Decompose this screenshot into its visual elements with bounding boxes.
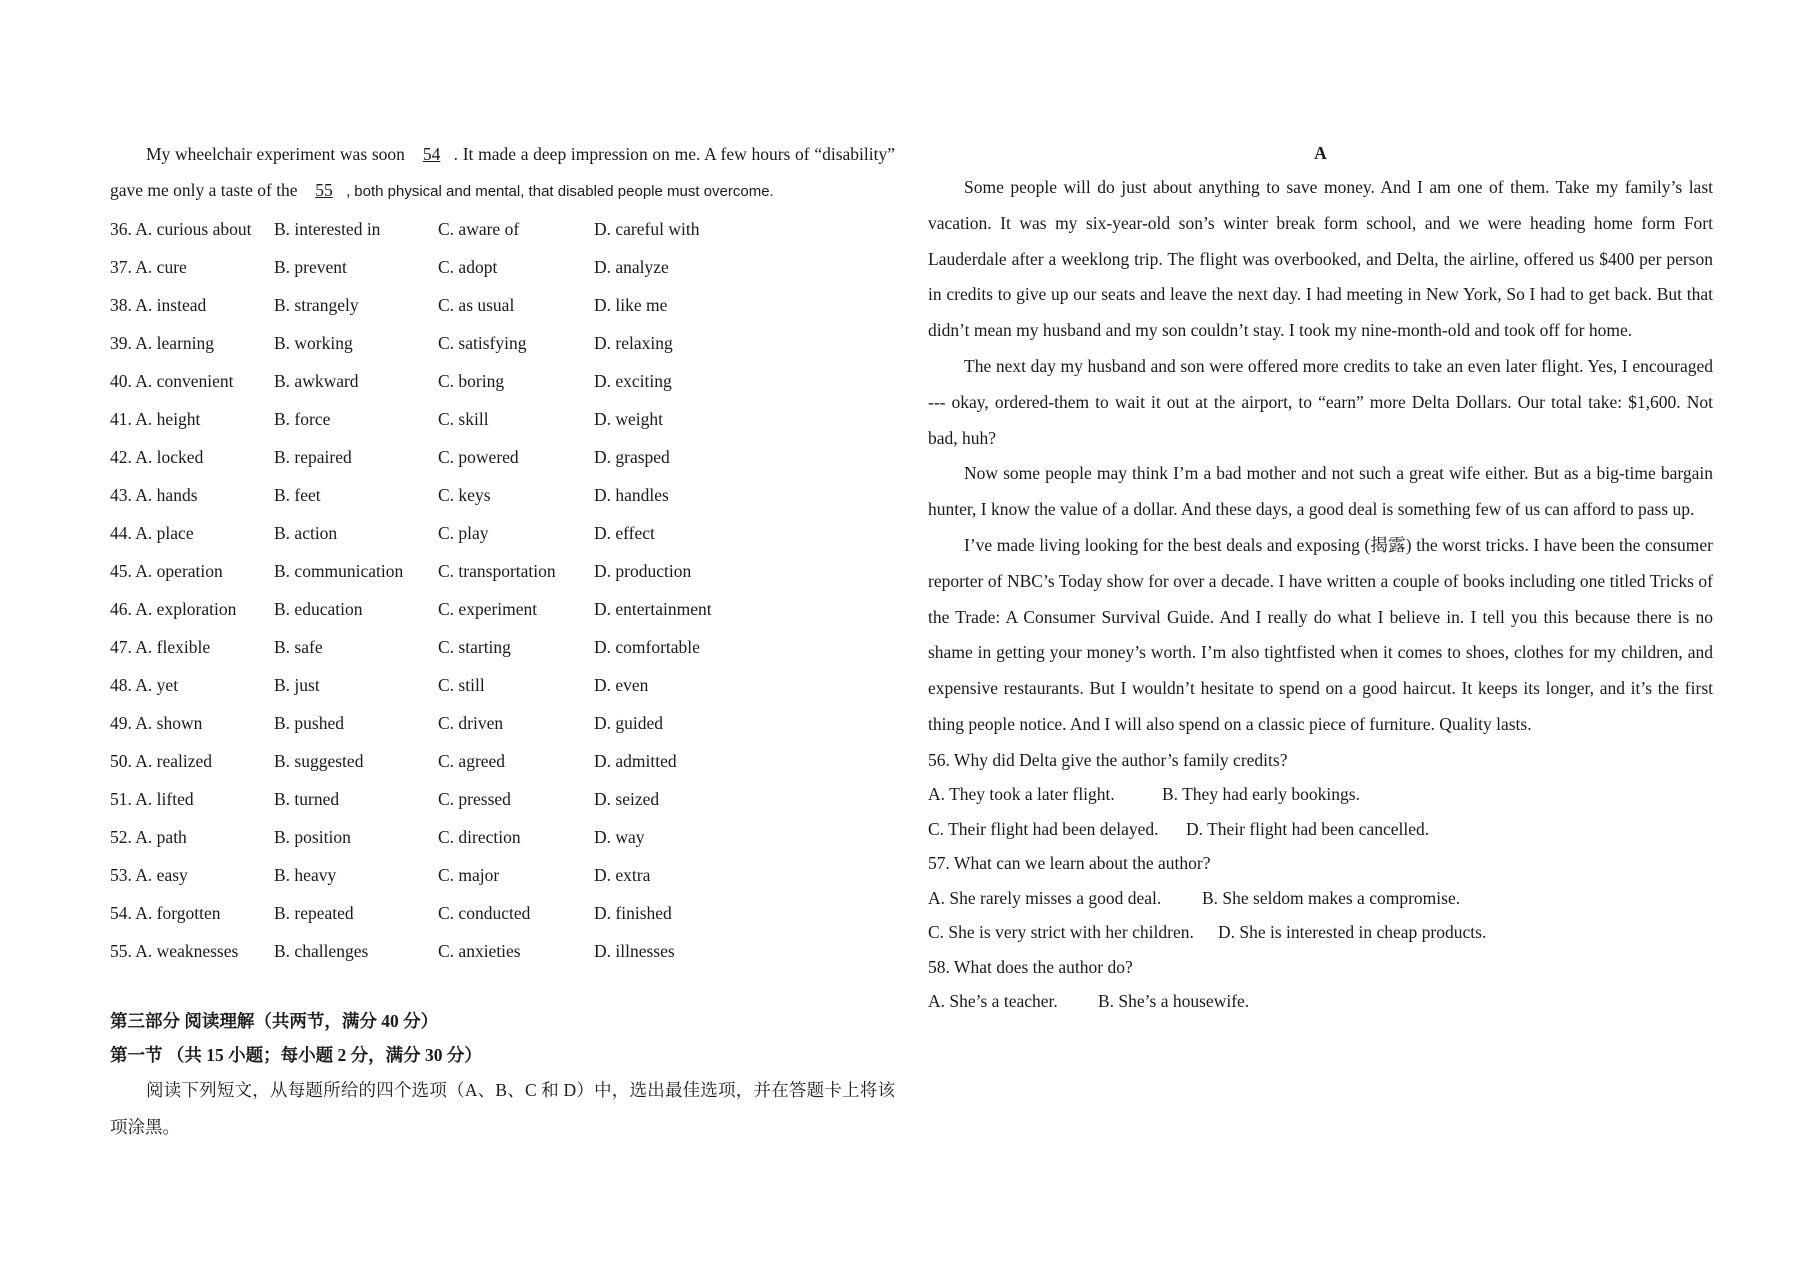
passage-paragraph: The next day my husband and son were offered more credits to take an even later flight. Yes, I encouraged --- okay, ordered-them to wait it out at the airport, to “earn” more Delta Dollars. Our total take: $1,600. Not bad, huh? bbox=[928, 355, 1713, 448]
option-c: C. agreed bbox=[438, 750, 506, 771]
option-c: C. as usual bbox=[438, 294, 515, 315]
option-56-c: C. Their flight had been delayed. bbox=[928, 818, 1159, 839]
option-58-a: A. She’s a teacher. bbox=[928, 991, 1058, 1012]
blank-54: 54 bbox=[422, 144, 441, 164]
option-b: B. awkward bbox=[274, 370, 359, 391]
instructions: 阅读下列短文，从每题所给的四个选项（A、B、C 和 D）中，选出最佳选项，并在答题卡上将该项涂黑。 bbox=[110, 1080, 895, 1137]
question-56: 56. Why did Delta give the author’s family credits? bbox=[928, 749, 1288, 770]
option-a: 42. A. locked bbox=[110, 446, 204, 467]
option-row bbox=[110, 438, 895, 476]
option-row bbox=[110, 400, 895, 438]
option-row bbox=[110, 628, 895, 666]
option-a: 44. A. place bbox=[110, 522, 194, 543]
option-b: B. interested in bbox=[274, 218, 381, 239]
option-row bbox=[110, 856, 895, 894]
option-b: B. force bbox=[274, 408, 331, 429]
option-c: C. adopt bbox=[438, 256, 498, 277]
option-c: C. experiment bbox=[438, 598, 538, 619]
option-d: D. analyze bbox=[594, 256, 669, 277]
option-c: C. major bbox=[438, 864, 500, 885]
option-56-a: A. They took a later flight. bbox=[928, 784, 1115, 805]
right-column bbox=[928, 136, 1713, 1019]
option-row bbox=[110, 514, 895, 552]
option-d: D. handles bbox=[594, 484, 669, 505]
option-d: D. finished bbox=[594, 902, 672, 923]
option-row bbox=[110, 780, 895, 818]
option-c: C. satisfying bbox=[438, 332, 527, 353]
option-a: 50. A. realized bbox=[110, 750, 213, 771]
option-b: B. heavy bbox=[274, 864, 337, 885]
option-d: D. extra bbox=[594, 864, 651, 885]
option-b: B. position bbox=[274, 826, 351, 847]
option-row bbox=[110, 324, 895, 362]
option-a: 36. A. curious about bbox=[110, 218, 252, 239]
passage-heading: A bbox=[1314, 143, 1327, 163]
option-a: 45. A. operation bbox=[110, 560, 223, 581]
option-b: B. turned bbox=[274, 788, 340, 809]
option-d: D. effect bbox=[594, 522, 655, 543]
option-a: 54. A. forgotten bbox=[110, 902, 221, 923]
question-56-options-cd bbox=[928, 812, 1713, 847]
option-row bbox=[110, 552, 895, 590]
question-57-options-cd bbox=[928, 915, 1713, 950]
option-a: 46. A. exploration bbox=[110, 598, 237, 619]
option-57-a: A. She rarely misses a good deal. bbox=[928, 887, 1162, 908]
option-row bbox=[110, 932, 895, 970]
option-c: C. conducted bbox=[438, 902, 531, 923]
option-a: 41. A. height bbox=[110, 408, 201, 429]
option-c: C. keys bbox=[438, 484, 491, 505]
option-c: C. aware of bbox=[438, 218, 520, 239]
option-c: C. pressed bbox=[438, 788, 511, 809]
option-c: C. play bbox=[438, 522, 489, 543]
option-d: D. seized bbox=[594, 788, 660, 809]
option-a: 52. A. path bbox=[110, 826, 187, 847]
question-57-options-ab bbox=[928, 881, 1713, 916]
option-d: D. even bbox=[594, 674, 649, 695]
blank-55: 55 bbox=[315, 180, 333, 200]
option-57-c: C. She is very strict with her children. bbox=[928, 922, 1194, 943]
option-b: B. feet bbox=[274, 484, 321, 505]
option-d: D. exciting bbox=[594, 370, 672, 391]
option-b: B. communication bbox=[274, 560, 404, 581]
option-c: C. driven bbox=[438, 712, 504, 733]
option-d: D. relaxing bbox=[594, 332, 673, 353]
option-a: 47. A. flexible bbox=[110, 636, 211, 657]
option-row bbox=[110, 248, 895, 286]
option-b: B. prevent bbox=[274, 256, 347, 277]
option-d: D. comfortable bbox=[594, 636, 700, 657]
question-56-options-ab bbox=[928, 777, 1713, 812]
option-row bbox=[110, 704, 895, 742]
option-c: C. transportation bbox=[438, 560, 556, 581]
option-a: 48. A. yet bbox=[110, 674, 179, 695]
option-c: C. skill bbox=[438, 408, 489, 429]
answer-options-list bbox=[110, 210, 895, 970]
option-b: B. action bbox=[274, 522, 338, 543]
option-row bbox=[110, 590, 895, 628]
passage-paragraph: Now some people may think I’m a bad mother and not such a great wife either. But as a big-time bargain hunter, I know the value of a dollar. And these days, a good deal is something few of us can afford to pass up. bbox=[928, 463, 1713, 520]
option-row bbox=[110, 666, 895, 704]
option-b: B. just bbox=[274, 674, 320, 695]
passage-text: . It made a deep impression on me. A few hours of “disability” gave me only a taste of the bbox=[110, 144, 895, 200]
option-d: D. guided bbox=[594, 712, 664, 733]
option-d: D. like me bbox=[594, 294, 668, 315]
option-row bbox=[110, 362, 895, 400]
option-57-b: B. She seldom makes a compromise. bbox=[1202, 887, 1461, 908]
option-c: C. powered bbox=[438, 446, 519, 467]
option-a: 53. A. easy bbox=[110, 864, 188, 885]
option-d: D. way bbox=[594, 826, 645, 847]
option-a: 38. A. instead bbox=[110, 294, 207, 315]
option-b: B. suggested bbox=[274, 750, 364, 771]
option-d: D. entertainment bbox=[594, 598, 712, 619]
part3-title: 第三部分 阅读理解（共两节，满分 40 分） bbox=[110, 1011, 439, 1031]
option-a: 39. A. learning bbox=[110, 332, 215, 353]
option-b: B. education bbox=[274, 598, 363, 619]
option-a: 55. A. weaknesses bbox=[110, 940, 239, 961]
option-b: B. challenges bbox=[274, 940, 369, 961]
question-57: 57. What can we learn about the author? bbox=[928, 853, 1211, 874]
option-a: 51. A. lifted bbox=[110, 788, 194, 809]
option-row bbox=[110, 818, 895, 856]
option-56-b: B. They had early bookings. bbox=[1162, 784, 1360, 805]
option-a: 37. A. cure bbox=[110, 256, 187, 277]
option-row bbox=[110, 742, 895, 780]
left-column bbox=[110, 136, 895, 1146]
passage-ending bbox=[110, 136, 895, 210]
question-58-options-ab bbox=[928, 984, 1713, 1019]
option-c: C. direction bbox=[438, 826, 521, 847]
option-b: B. safe bbox=[274, 636, 323, 657]
option-c: C. starting bbox=[438, 636, 511, 657]
section1-title: 第一节 （共 15 小题；每小题 2 分，满分 30 分） bbox=[110, 1045, 482, 1065]
question-58: 58. What does the author do? bbox=[928, 956, 1133, 977]
option-56-d: D. Their flight had been cancelled. bbox=[1186, 818, 1430, 839]
option-b: B. repaired bbox=[274, 446, 352, 467]
passage-text: My wheelchair experiment was soon bbox=[146, 144, 410, 164]
option-c: C. boring bbox=[438, 370, 505, 391]
option-d: D. production bbox=[594, 560, 692, 581]
option-row bbox=[110, 210, 895, 248]
option-a: 40. A. convenient bbox=[110, 370, 234, 391]
option-row bbox=[110, 476, 895, 514]
option-a: 49. A. shown bbox=[110, 712, 203, 733]
option-c: C. still bbox=[438, 674, 485, 695]
option-d: D. grasped bbox=[594, 446, 670, 467]
option-d: D. admitted bbox=[594, 750, 677, 771]
option-b: B. pushed bbox=[274, 712, 344, 733]
option-b: B. strangely bbox=[274, 294, 359, 315]
option-d: D. illnesses bbox=[594, 940, 675, 961]
option-row bbox=[110, 894, 895, 932]
option-a: 43. A. hands bbox=[110, 484, 198, 505]
passage-paragraph: I’ve made living looking for the best deals and exposing (揭露) the worst tricks. I have been the consumer reporter of NBC’s Today show for over a decade. I have written a couple of books including one titled Tricks of the Trade: A Consumer Survival Guide. And I really do what I believe in. I tell you this because there is no shame in getting your money’s worth. I’m also tightfisted when it comes to shoes, clothes for my children, and expensive restaurants. But I wouldn’t hesitate to spend on a good haircut. It keeps its longer, and it’s the first thing people notice. And I will also spend on a classic piece of furniture. Quality lasts. bbox=[928, 534, 1713, 734]
passage-paragraph: Some people will do just about anything to save money. And I am one of them. Take my family’s last vacation. It was my six-year-old son’s winter break form school, and we were heading home form Fort Lauderdale after a weeklong trip. The flight was overbooked, and Delta, the airline, offered us $400 per person in credits to give up our seats and leave the next day. I had meeting in New York, So I had to get back. But that didn’t mean my husband and my son couldn’t stay. I took my nine-month-old and took off for home. bbox=[928, 177, 1713, 341]
option-row bbox=[110, 286, 895, 324]
option-58-b: B. She’s a housewife. bbox=[1098, 991, 1250, 1012]
option-d: D. weight bbox=[594, 408, 664, 429]
option-b: B. repeated bbox=[274, 902, 354, 923]
passage-text: , both physical and mental, that disabled people must overcome. bbox=[345, 183, 774, 200]
option-57-d: D. She is interested in cheap products. bbox=[1218, 922, 1487, 943]
option-b: B. working bbox=[274, 332, 353, 353]
option-d: D. careful with bbox=[594, 218, 700, 239]
option-c: C. anxieties bbox=[438, 940, 521, 961]
